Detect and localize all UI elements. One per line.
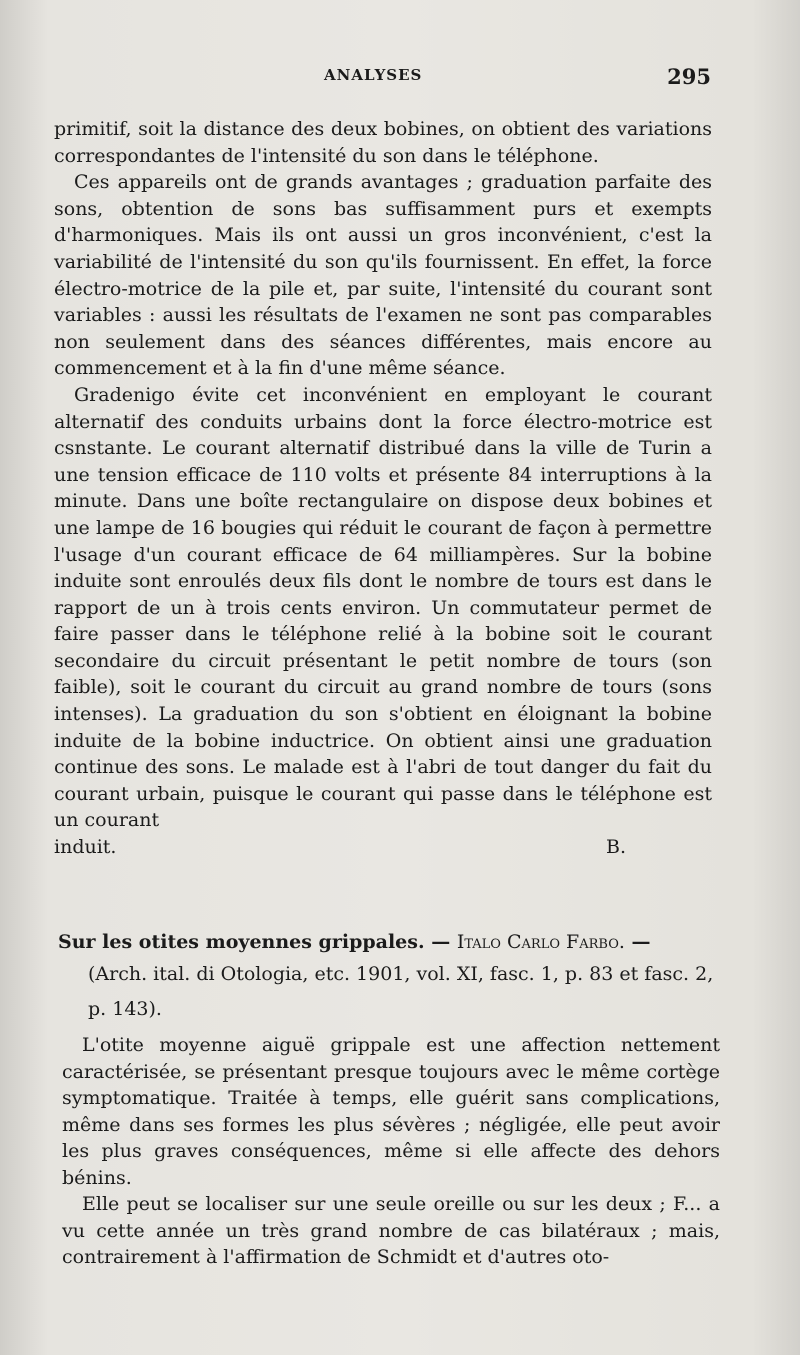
paragraph-localiser: Elle peut se localiser sur une seule oreille ou sur les deux ; F... a vu cette année un très grand nombre de cas bilatéraux ; mais, contrairement à l'affirmation de Schmidt et d'autres oto- [62,1193,720,1268]
article-title: Sur les otites moyennes grippales. [58,931,425,953]
closing-word: induit. [54,836,117,859]
page-number: 295 [667,64,711,89]
closing-line [54,834,712,861]
reviewer-signature: B. [605,836,626,859]
section-body [54,116,712,861]
article-author: Italo Carlo Farbo. [456,931,625,953]
article-title-line [58,928,718,957]
article-body [62,1032,720,1271]
running-head: ANALYSES [324,66,423,84]
paragraph-gradenigo: Gradenigo évite cet inconvénient en employant le courant alternatif des conduits urbains dont la force électro-motrice est csnstante. Le courant alternatif distribué dans la ville de Turin a une tension efficace de 110 volts et présente 84 interruptions à la minute. Dans une boîte rectangulaire on dispose deux bobines et une lampe de 16 bougies qui réduit le courant de façon à permettre l'usage d'un courant efficace de 64 milliampères. Sur la bobine induite sont enroulés deux fils dont le nombre de tours est dans le rapport de un à trois cents environ. Un commutateur permet de faire passer dans le téléphone relié à la bobine soit le courant secondaire du circuit présentant le petit nombre de tours (son faible), soit le courant du circuit au grand nombre de tours (sons intenses). La graduation du son s'obtient en éloignant la bobine induite de la bobine inductrice. On obtient ainsi une graduation continue des sons. Le malade est à l'abri de tout danger du fait du courant urbain, puisque le courant qui passe dans le téléphone est un courant [54,383,712,832]
article-citation: (Arch. ital. di Otologia, etc. 1901, vol. XI, fasc. 1, p. 83 et fasc. 2, p. 143). [88,963,714,1020]
paragraph-appareils: Ces appareils ont de grands avantages ; graduation parfaite des sons, obtention de sons bas suffisamment purs et exempts d'harmoniques. Mais ils ont aussi un gros inconvénient, c'est la variabilité de l'intensité du son qu'ils fournissent. En effet, la force électro-motrice de la pile et, par suite, l'intensité du courant sont variables : aussi les résultats de l'examen ne sont pas comparables non seulement dans des séances différentes, mais encore au commencement et à la fin d'une même séance. [54,171,712,380]
article-heading [58,928,718,1027]
author-dash: — [624,931,651,953]
title-dash: — [424,931,457,953]
paragraph-otite: L'otite moyenne aiguë grippale est une affection nettement caractérisée, se présentant presque toujours avec le même cortège symptomatique. Traitée à temps, elle guérit sans complications, même dans ses formes les plus sévères ; négligée, elle peut avoir les plus graves conséquences, même si elle affecte des dehors bénins. [62,1034,720,1189]
paragraph-continued: primitif, soit la distance des deux bobines, on obtient des variations correspondantes de l'intensité du son dans le téléphone. [54,118,712,167]
page-header [56,66,711,92]
